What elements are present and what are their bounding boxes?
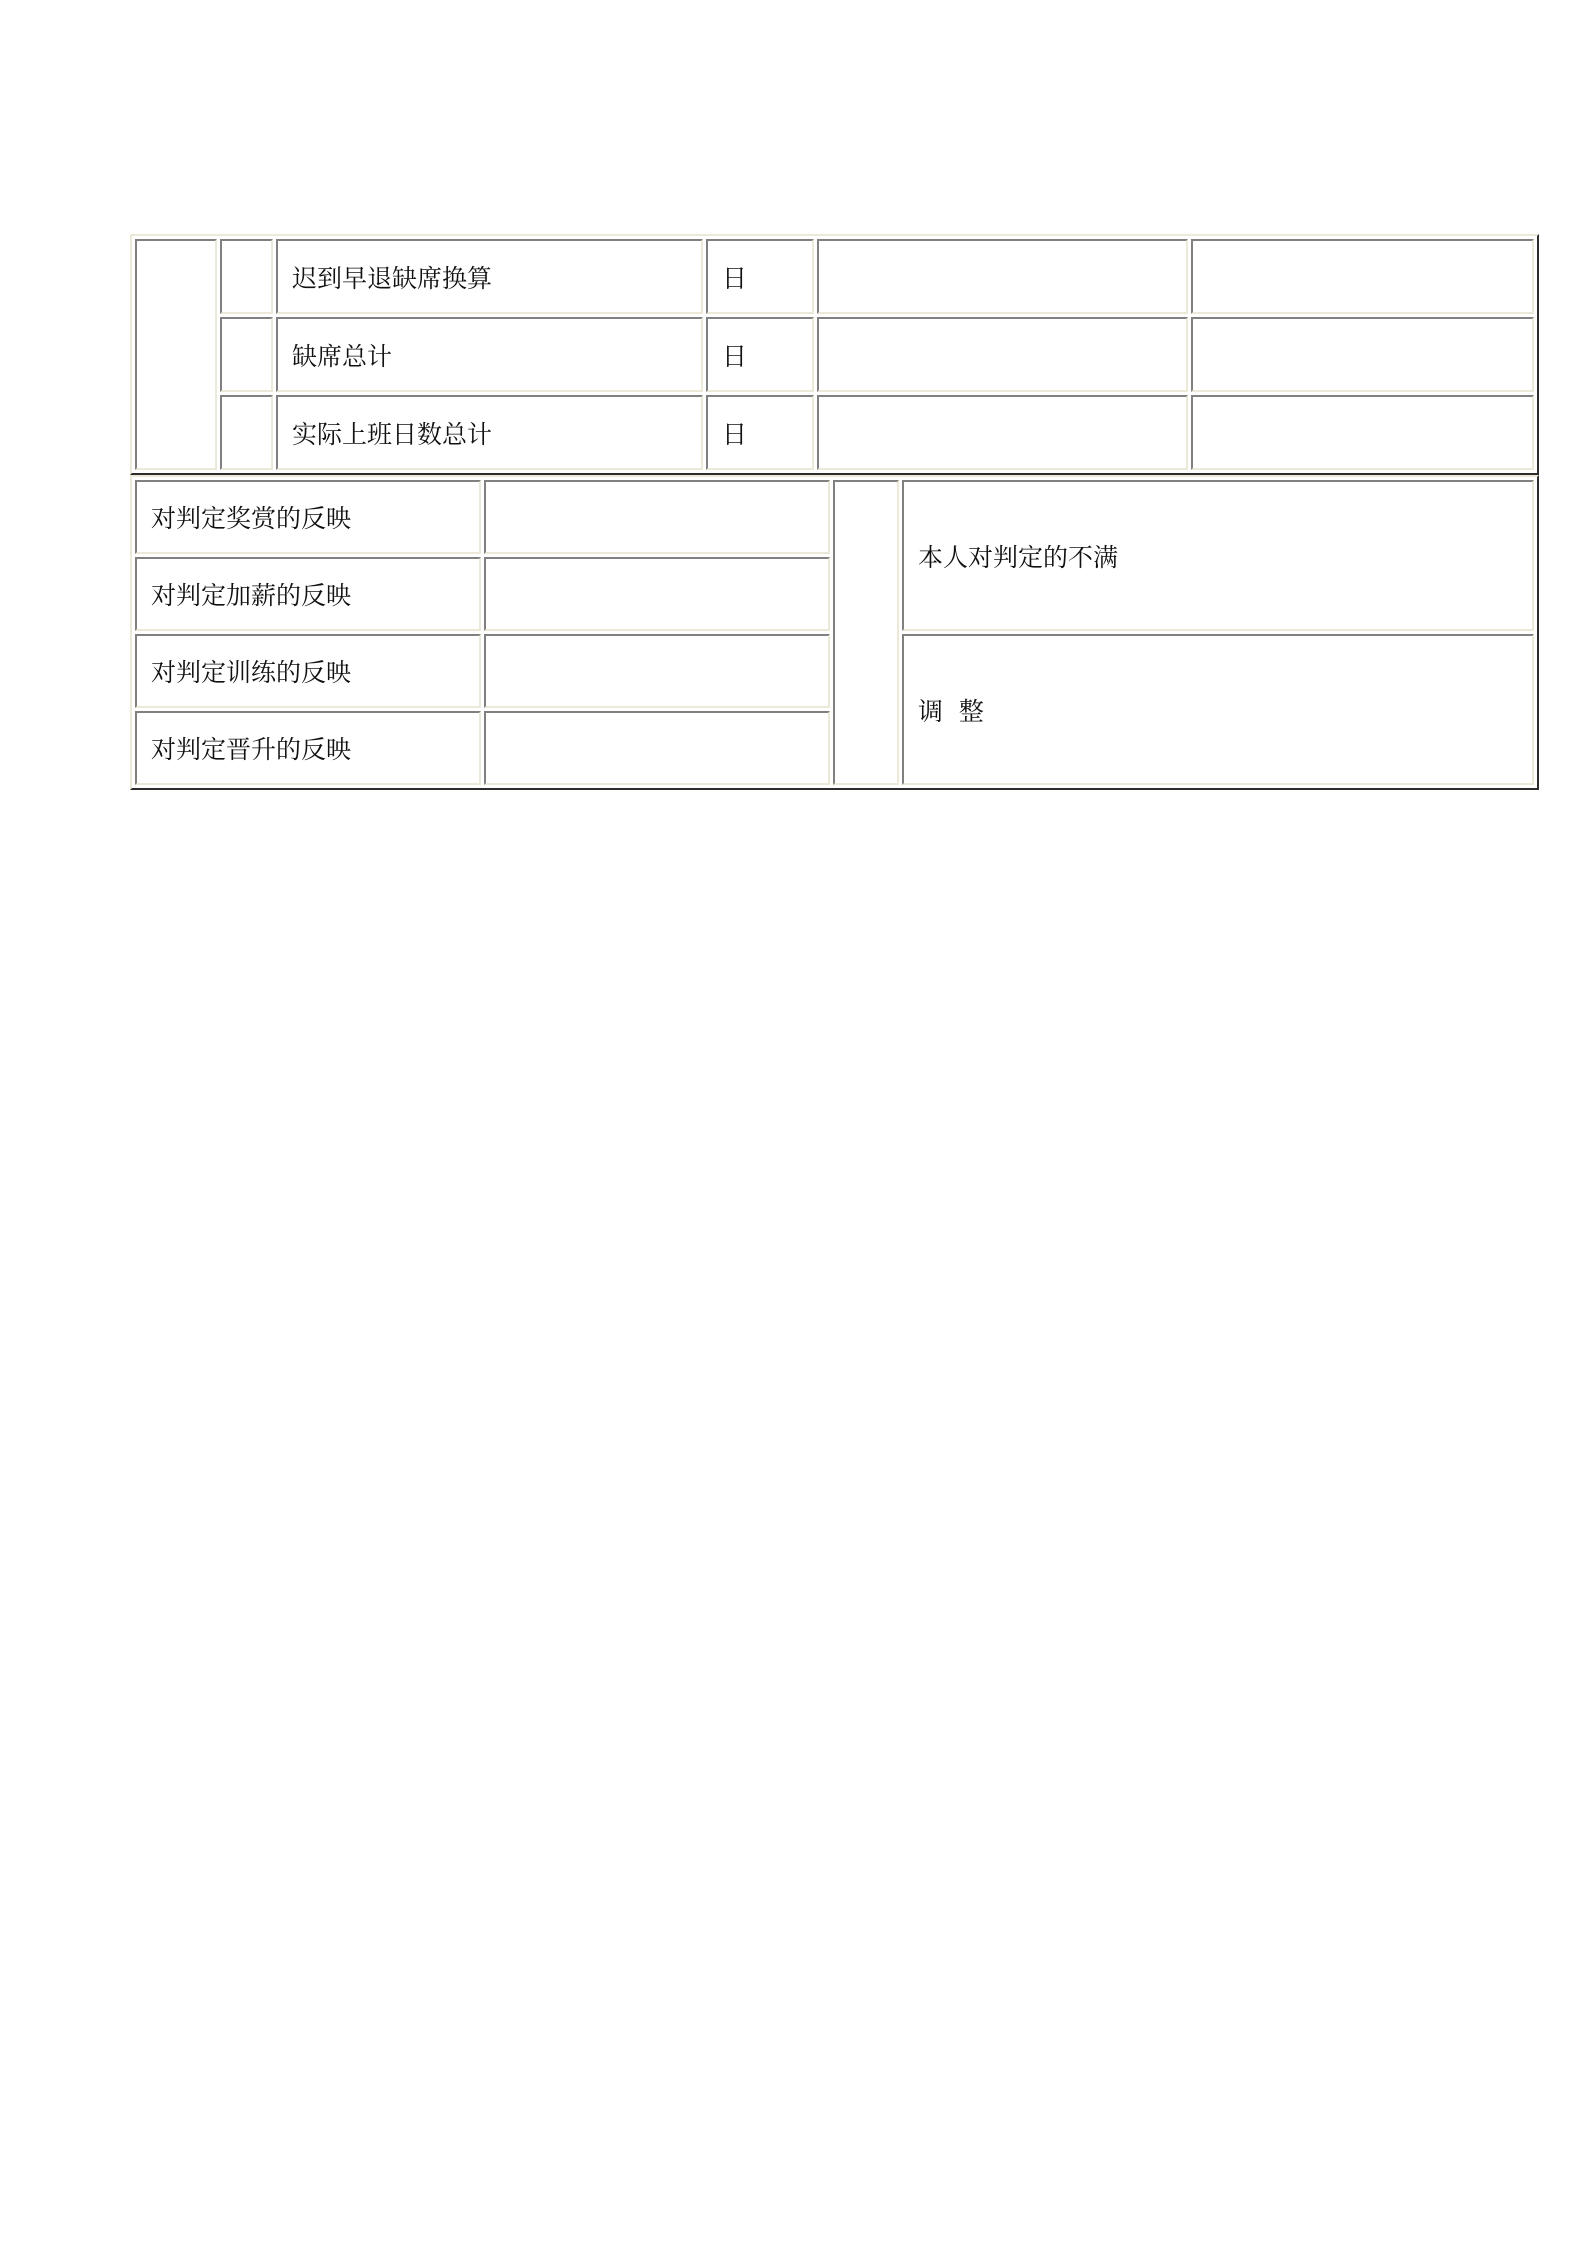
- value-cell: [1191, 317, 1534, 392]
- reaction-table: [130, 475, 1539, 790]
- index-cell: [220, 239, 273, 314]
- table-row: [135, 239, 1534, 314]
- spacer-cell: [833, 480, 899, 785]
- table-row: [135, 317, 1534, 392]
- reaction-label: 对判定奖赏的反映: [135, 480, 481, 554]
- index-cell: [220, 317, 273, 392]
- item-label: 迟到早退缺席换算: [276, 239, 703, 314]
- reaction-value: [484, 634, 830, 708]
- reaction-label: 对判定晋升的反映: [135, 711, 481, 785]
- reaction-value: [484, 557, 830, 631]
- item-label: 缺席总计: [276, 317, 703, 392]
- adjustment-label: 调 整: [902, 634, 1534, 785]
- value-cell: [817, 395, 1188, 470]
- dissatisfaction-label: 本人对判定的不满: [902, 480, 1534, 631]
- reaction-value: [484, 480, 830, 554]
- reaction-label: 对判定加薪的反映: [135, 557, 481, 631]
- attendance-table: [130, 234, 1539, 475]
- reaction-label: 对判定训练的反映: [135, 634, 481, 708]
- value-cell: [1191, 395, 1534, 470]
- table-row: [135, 395, 1534, 470]
- index-cell: [220, 395, 273, 470]
- value-cell: [1191, 239, 1534, 314]
- group-cell: [135, 239, 217, 470]
- unit-label: 日: [706, 395, 814, 470]
- reaction-value: [484, 711, 830, 785]
- value-cell: [817, 239, 1188, 314]
- value-cell: [817, 317, 1188, 392]
- unit-label: 日: [706, 239, 814, 314]
- item-label: 实际上班日数总计: [276, 395, 703, 470]
- unit-label: 日: [706, 317, 814, 392]
- table-row: [135, 480, 1534, 554]
